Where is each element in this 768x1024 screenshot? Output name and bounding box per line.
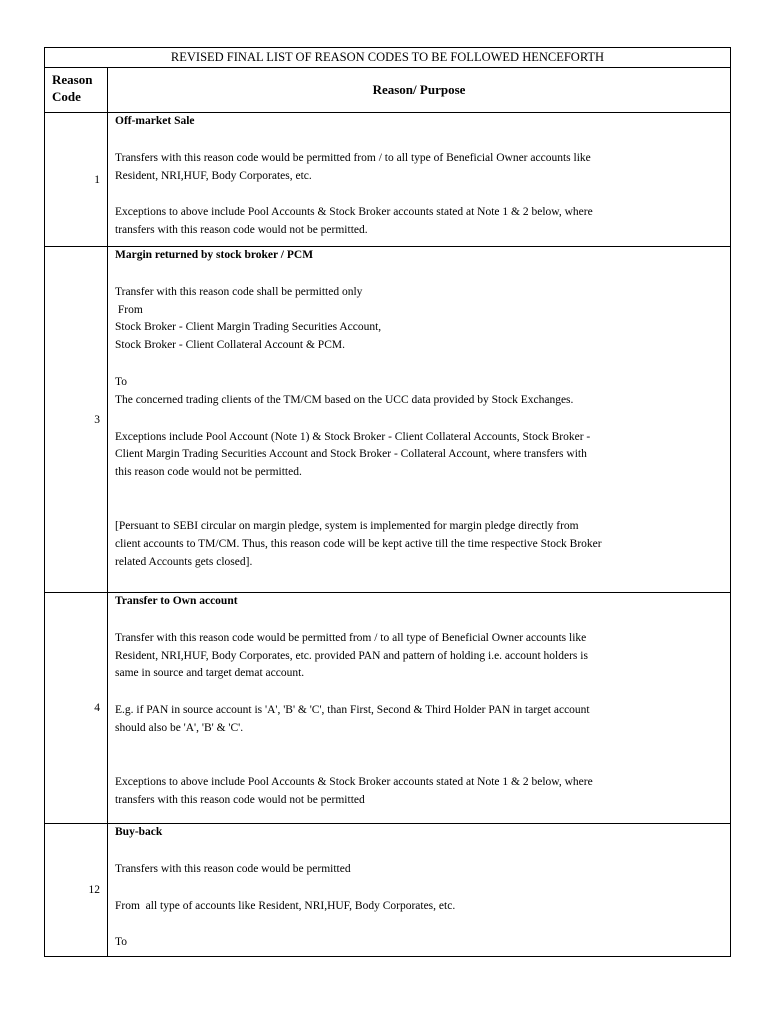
reason-line: E.g. if PAN in source account is 'A', 'B' & 'C', than First, Second & Third Holder PAN in target account bbox=[115, 704, 590, 717]
reason-code: 4 bbox=[45, 593, 108, 824]
reason-line: The concerned trading clients of the TM/CM based on the UCC data provided by Stock Exchanges. bbox=[115, 393, 574, 406]
title-row bbox=[45, 48, 731, 68]
reason-line: From bbox=[115, 303, 143, 316]
header-reason-code bbox=[45, 68, 108, 113]
reason-purpose bbox=[108, 593, 731, 824]
reason-line: same in source and target demat account. bbox=[115, 667, 305, 680]
table-title: REVISED FINAL LIST OF REASON CODES TO BE FOLLOWED HENCEFORTH bbox=[45, 48, 731, 68]
reason-line: Resident, NRI,HUF, Body Corporates, etc. bbox=[115, 169, 312, 182]
reason-line: Stock Broker - Client Collateral Account & PCM. bbox=[115, 339, 345, 352]
reason-line: transfers with this reason code would not be permitted. bbox=[115, 224, 368, 237]
reason-code: 1 bbox=[45, 113, 108, 247]
reason-line: this reason code would not be permitted. bbox=[115, 466, 302, 479]
reason-line: Transfer with this reason code shall be permitted only bbox=[115, 285, 363, 298]
table-row bbox=[45, 824, 731, 957]
reason-line: To bbox=[115, 375, 127, 388]
reason-heading: Transfer to Own account bbox=[115, 595, 238, 607]
reason-code: 12 bbox=[45, 824, 108, 957]
reason-line: should also be 'A', 'B' & 'C'. bbox=[115, 721, 244, 734]
reason-line: transfers with this reason code would not be permitted bbox=[115, 793, 365, 806]
reason-line: Exceptions include Pool Account (Note 1) & Stock Broker - Client Collateral Accounts, Stock Broker - bbox=[115, 430, 591, 443]
reason-line: Transfer with this reason code would be permitted from / to all type of Beneficial Owner accounts like bbox=[115, 631, 587, 644]
reason-line: Transfers with this reason code would be permitted from / to all type of Beneficial Owner accounts like bbox=[115, 151, 591, 164]
reason-line: From all type of accounts like Resident, NRI,HUF, Body Corporates, etc. bbox=[115, 899, 456, 912]
reason-line: client accounts to TM/CM. Thus, this reason code will be kept active till the time respective Stock Broker bbox=[115, 537, 602, 550]
reason-line: To bbox=[115, 936, 127, 949]
header-code-line1: Reason bbox=[52, 72, 93, 87]
reason-purpose bbox=[108, 824, 731, 957]
header-reason-purpose: Reason/ Purpose bbox=[108, 68, 731, 113]
header-row bbox=[45, 68, 731, 113]
reason-heading: Off-market Sale bbox=[115, 115, 195, 127]
reason-purpose bbox=[108, 247, 731, 593]
reason-line: Client Margin Trading Securities Account and Stock Broker - Collateral Account, where transfers with bbox=[115, 448, 587, 461]
reason-line: [Persuant to SEBI circular on margin pledge, system is implemented for margin pledge directly from bbox=[115, 519, 579, 532]
reason-line: Transfers with this reason code would be permitted bbox=[115, 862, 351, 875]
reason-line: Stock Broker - Client Margin Trading Securities Account, bbox=[115, 321, 382, 334]
table-row bbox=[45, 247, 731, 593]
reason-heading: Buy-back bbox=[115, 826, 163, 838]
reason-codes-table bbox=[44, 47, 731, 957]
reason-heading: Margin returned by stock broker / PCM bbox=[115, 249, 314, 261]
reason-line: Resident, NRI,HUF, Body Corporates, etc. provided PAN and pattern of holding i.e. account holders is bbox=[115, 649, 588, 662]
reason-code: 3 bbox=[45, 247, 108, 593]
header-code-line2: Code bbox=[52, 89, 81, 104]
reason-purpose bbox=[108, 113, 731, 247]
table-row bbox=[45, 593, 731, 824]
reason-line: Exceptions to above include Pool Accounts & Stock Broker accounts stated at Note 1 & 2 below, where bbox=[115, 775, 593, 788]
reason-line: related Accounts gets closed]. bbox=[115, 555, 253, 568]
table-row bbox=[45, 113, 731, 247]
reason-line: Exceptions to above include Pool Accounts & Stock Broker accounts stated at Note 1 & 2 below, where bbox=[115, 206, 593, 219]
